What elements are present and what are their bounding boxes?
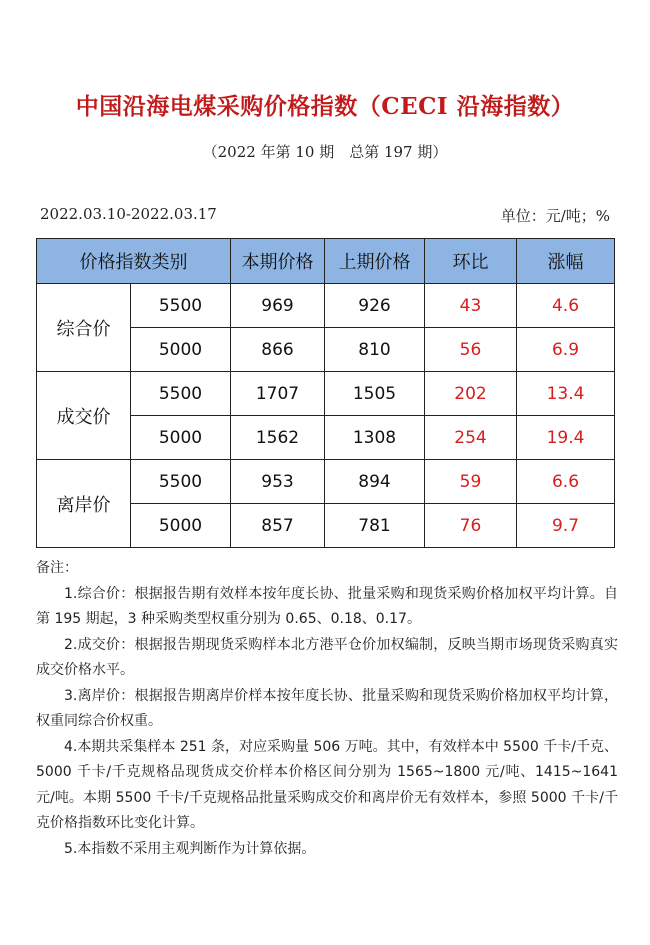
spec-cell: 5500	[131, 284, 231, 328]
note-item: 1.综合价：根据报告期有效样本按年度长协、批量采购和现货采购价格加权平均计算。自第 195 期起，3 种采购类型权重分别为 0.65、0.18、0.17。	[36, 585, 618, 627]
previous-price-cell: 810	[325, 328, 425, 372]
spec-cell: 5000	[131, 416, 231, 460]
header-current-price: 本期价格	[231, 239, 325, 284]
change-percent-cell: 13.4	[517, 372, 615, 416]
category-cell: 离岸价	[37, 460, 131, 548]
change-percent-cell: 4.6	[517, 284, 615, 328]
table-row	[37, 460, 615, 504]
price-index-table	[36, 238, 615, 548]
previous-price-cell: 781	[325, 504, 425, 548]
change-percent-cell: 9.7	[517, 504, 615, 548]
report-title: 中国沿海电煤采购价格指数（CECI 沿海指数）	[75, 93, 575, 120]
notes-section	[36, 556, 618, 862]
issue-subtitle: （2022 年第 10 期 总第 197 期）	[202, 143, 448, 161]
note-item: 3.离岸价：根据报告期离岸价样本按年度长协、批量采购和现货采购价格加权平均计算，权重同综合价权重。	[36, 687, 618, 729]
category-cell: 成交价	[37, 372, 131, 460]
note-item: 2.成交价：根据报告期现货采购样本北方港平仓价加权编制，反映当期市场现货采购真实成交价格水平。	[36, 636, 618, 678]
spec-cell: 5000	[131, 328, 231, 372]
current-price-cell: 953	[231, 460, 325, 504]
table-row	[37, 372, 615, 416]
change-cell: 76	[425, 504, 517, 548]
change-cell: 43	[425, 284, 517, 328]
table-row	[37, 284, 615, 328]
previous-price-cell: 926	[325, 284, 425, 328]
change-percent-cell: 6.6	[517, 460, 615, 504]
note-item: 4.本期共采集样本 251 条，对应采购量 506 万吨。其中，有效样本中 5500 千卡/千克、5000 千卡/千克规格品现货成交价样本价格区间分别为 1565~1800 元/吨、1415~1641 元/吨。本期 5500 千卡/千克规格品批量采购成交价和离岸价无有效样本，参照 5000 千卡/千克价格指数环比变化计算。	[36, 738, 618, 831]
notes-heading: 备注：	[36, 560, 78, 576]
header-change: 环比	[425, 239, 517, 284]
header-category: 价格指数类别	[37, 239, 231, 284]
change-cell: 59	[425, 460, 517, 504]
spec-cell: 5500	[131, 460, 231, 504]
current-price-cell: 1562	[231, 416, 325, 460]
change-cell: 202	[425, 372, 517, 416]
date-range: 2022.03.10-2022.03.17	[40, 205, 217, 223]
category-cell: 综合价	[37, 284, 131, 372]
table-header-row	[37, 239, 615, 284]
current-price-cell: 969	[231, 284, 325, 328]
unit-label: 单位：元/吨；%	[500, 207, 610, 225]
current-price-cell: 857	[231, 504, 325, 548]
change-percent-cell: 6.9	[517, 328, 615, 372]
change-cell: 254	[425, 416, 517, 460]
current-price-cell: 866	[231, 328, 325, 372]
note-item: 5.本指数不采用主观判断作为计算依据。	[64, 840, 316, 857]
change-percent-cell: 19.4	[517, 416, 615, 460]
previous-price-cell: 894	[325, 460, 425, 504]
header-previous-price: 上期价格	[325, 239, 425, 284]
header-change-percent: 涨幅	[517, 239, 615, 284]
spec-cell: 5500	[131, 372, 231, 416]
previous-price-cell: 1308	[325, 416, 425, 460]
change-cell: 56	[425, 328, 517, 372]
previous-price-cell: 1505	[325, 372, 425, 416]
current-price-cell: 1707	[231, 372, 325, 416]
spec-cell: 5000	[131, 504, 231, 548]
